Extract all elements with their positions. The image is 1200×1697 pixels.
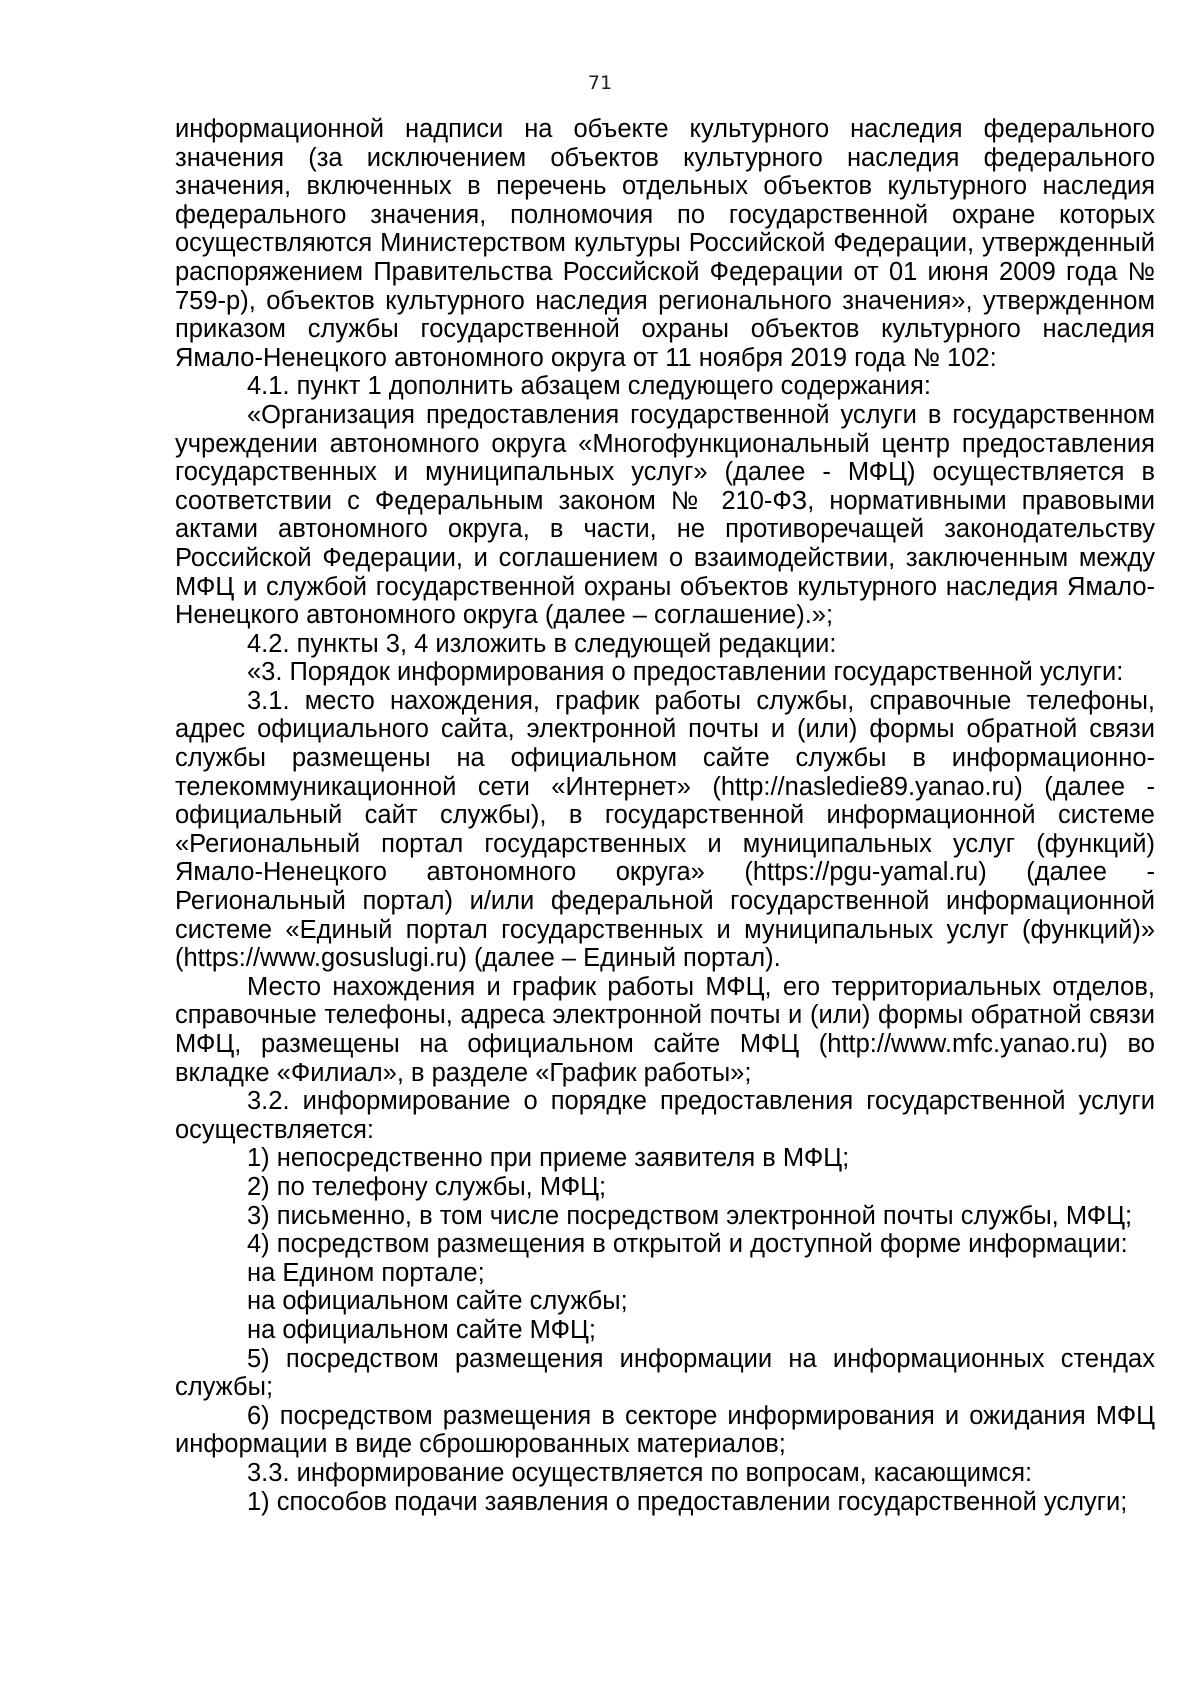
list-subitem-1: на Едином портале; xyxy=(247,1258,485,1287)
paragraph-4: 4.2. пункты 3, 4 изложить в следующей редакции: xyxy=(247,629,837,658)
list-item-7: 1) способов подачи заявления о предоставлении государственной услуги; xyxy=(247,1487,1128,1516)
paragraph-6: 3.1. место нахождения, график работы службы, справочные телефоны, адрес официального сайта, электронной почты и (или) формы обратной связи службы размещены на официальном сайте службы в информационно-телекоммуникационной сети «Интернет» (http://nasledie89.yanao.ru) (далее - официальный сайт службы), в государственной информационной системе «Региональный портал государственных и муниципальных услуг (функций) Ямало-Ненецкого автономного округа» (https://pgu-yamal.ru) (далее - Региональный портал) и/или федеральной государственной информационной системе «Единый портал государственных и муниципальных услуг (функций)» (https://www.gosuslugi.ru) (далее – Единый портал). xyxy=(175,686,1155,973)
list-subitem-2: на официальном сайте службы; xyxy=(247,1287,628,1316)
paragraph-2: 4.1. пункт 1 дополнить абзацем следующего содержания: xyxy=(247,372,931,401)
list-item-3: 3) письменно, в том числе посредством электронной почты службы, МФЦ; xyxy=(247,1201,1133,1230)
paragraph-9: 3.3. информирование осуществляется по вопросам, касающимся: xyxy=(247,1458,1033,1487)
list-item-5: 5) посредством размещения информации на информационных стендах службы; xyxy=(175,1344,1155,1402)
paragraph-5: «3. Порядок информирования о предоставлении государственной услуги: xyxy=(247,658,1124,687)
paragraph-3: «Организация предоставления государственной услуги в государственном учреждении автономного округа «Многофункциональный центр предоставления государственных и муниципальных услуг» (далее - МФЦ) осуществляется в соответствии с Федеральным законом № 210-ФЗ, нормативными правовыми актами автономного округа, в части, не противоречащей законодательству Российской Федерации, и соглашением о взаимодействии, заключенным между МФЦ и службой государственной охраны объектов культурного наследия Ямало-Ненецкого автономного округа (далее – соглашение).»; xyxy=(175,400,1155,630)
paragraph-7: Место нахождения и график работы МФЦ, его территориальных отделов, справочные телефоны, адреса электронной почты и (или) формы обратной связи МФЦ, размещены на официальном сайте МФЦ (http://www.mfc.yanao.ru) во вкладке «Филиал», в разделе «График работы»; xyxy=(175,972,1155,1087)
document-body xyxy=(175,115,1155,1516)
page-number: 71 xyxy=(587,72,613,94)
list-item-4: 4) посредством размещения в открытой и доступной форме информации: xyxy=(247,1230,1128,1259)
list-item-1: 1) непосредственно при приеме заявителя в МФЦ; xyxy=(247,1144,850,1173)
paragraph-8: 3.2. информирование о порядке предоставления государственной услуги осуществляется: xyxy=(175,1087,1155,1144)
list-item-6: 6) посредством размещения в секторе информирования и ожидания МФЦ информации в виде сброшюрованных материалов; xyxy=(175,1401,1155,1459)
paragraph-1: информационной надписи на объекте культурного наследия федерального значения (за исключением объектов культурного наследия федерального значения, включенных в перечень отдельных объектов культурного наследия федерального значения, полномочия по государственной охране которых осуществляются Министерством культуры Российской Федерации, утвержденный распоряжением Правительства Российской Федерации от 01 июня 2009 года № 759-р), объектов культурного наследия регионального значения», утвержденном приказом службы государственной охраны объектов культурного наследия Ямало-Ненецкого автономного округа от 11 ноября 2019 года № 102: xyxy=(175,115,1155,372)
list-item-2: 2) по телефону службы, МФЦ; xyxy=(247,1172,607,1201)
list-subitem-3: на официальном сайте МФЦ; xyxy=(247,1315,596,1344)
